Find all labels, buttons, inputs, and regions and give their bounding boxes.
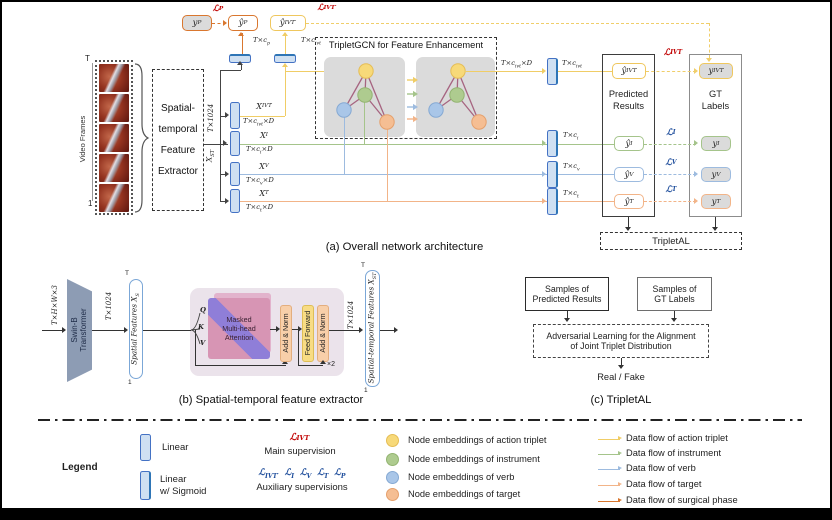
gt-v-chip: y V (701, 167, 731, 182)
samples-predicted-box: Samples of Predicted Results (525, 277, 609, 311)
tcivt-out-dim: $T\times c_{ivt}$ (562, 59, 582, 70)
legend-node-triplet-icon (386, 434, 399, 447)
arrowhead (320, 360, 326, 364)
film-one-label: 1 (88, 199, 93, 208)
loss-p-label: ℒ P (212, 4, 224, 14)
gcn-out-dim: $T\times c_{ivt}\times D$ (501, 59, 533, 70)
tct-dim: $T\times c_t$ (563, 189, 579, 200)
arrowhead (282, 32, 288, 36)
add-norm-2-label: Add & Norm (318, 313, 328, 353)
legend-flow-instrument: Data flow of instrument (626, 448, 722, 458)
labels-label: Labels (701, 101, 730, 111)
arrowhead (618, 498, 624, 502)
legend-node-target: Node embeddings of target (408, 489, 521, 499)
caption-b: (b) Spatial-temporal feature extractor (178, 394, 364, 406)
linear-v (230, 162, 240, 186)
extractor-line: Feature (160, 145, 196, 156)
pred-phase-chip: ŷ P (228, 15, 258, 31)
arrowhead (618, 466, 624, 470)
line (143, 330, 191, 331)
legend-node-instrument-icon (386, 453, 399, 466)
spatial-features-label: Spatial Features $X_S$ (129, 293, 141, 365)
gt-ivt-chip: y IVT (699, 63, 733, 79)
gt-phase-chip: y P (182, 15, 212, 31)
one-label: 1 (128, 379, 132, 386)
video-frame (99, 154, 129, 182)
masked-attention-box: Masked Multi-head Attention (208, 298, 270, 359)
arrowhead (564, 318, 570, 322)
ivtprime-loss-dash-h (306, 23, 709, 24)
tripletgcn-title: TripletGCN for Feature Enhancement (328, 40, 484, 50)
t-label: T (125, 270, 129, 277)
caption-a: (a) Overall network architecture (325, 241, 484, 253)
feature-bus-line (220, 70, 221, 202)
legend-title: Legend (62, 462, 98, 473)
st-features-label: Spatial-temporal Features $X_{ST}$ (366, 272, 378, 384)
tci-dim: $T\times c_i$ (563, 131, 579, 142)
pred-t-chip: ŷ T (614, 194, 644, 209)
tcv-dim: $T\times c_v$ (563, 161, 580, 172)
legend-separator (38, 419, 802, 421)
real-fake-label: Real / Fake (597, 372, 645, 382)
linear-sigmoid-i (547, 130, 558, 157)
arrowhead (225, 112, 229, 118)
arrowhead (694, 68, 698, 74)
legend-flow-triplet-icon (598, 439, 620, 440)
legend-node-instrument: Node embeddings of instrument (408, 454, 540, 464)
pred-ivtprime-chip: ŷ IVT′ (270, 15, 306, 31)
arrowhead (618, 451, 624, 455)
xt-label: X T (259, 189, 269, 198)
results-label: Results (612, 101, 644, 111)
v-feat-line (240, 174, 547, 175)
legend-flow-verb-icon (598, 469, 620, 470)
arrowhead (694, 171, 698, 177)
lt-dash (644, 201, 696, 202)
caption-c: (c) TripletAL (590, 394, 652, 406)
video-frame (99, 184, 129, 212)
tcivt-dim-label: $T\times c_{ivt}$ (301, 36, 321, 47)
linear-sigmoid-t (547, 188, 558, 215)
arrowhead (542, 140, 546, 146)
arrowhead (712, 227, 718, 231)
pred-v-chip: ŷ V (614, 167, 644, 182)
arrowhead (625, 227, 631, 231)
linear-sigmoid-ivt (547, 58, 558, 85)
pred-i-chip: ŷ I (614, 136, 644, 151)
xv-label: X V (259, 162, 269, 171)
t1024-label: T×1024 (207, 103, 216, 133)
gt-label: GT (709, 89, 722, 99)
phase-up-line (242, 33, 243, 54)
b-in-dim: T×H×W×3 (51, 284, 60, 326)
legend-main-loss: ℒ IVT (289, 432, 310, 443)
legend-node-verb: Node embeddings of verb (408, 472, 515, 482)
legend-node-target-icon (386, 488, 399, 501)
ivt-branch-line (285, 67, 286, 116)
line (329, 330, 360, 331)
brace (132, 62, 150, 214)
loss-ivtprime-label: ℒ IVT′ (317, 3, 337, 13)
pred-ivt-chip: ŷ IVT (612, 63, 646, 79)
line (92, 330, 125, 331)
spatial-temporal-extractor-box (152, 69, 204, 211)
extractor-line: temporal (158, 124, 198, 135)
legend-node-triplet: Node embeddings of action triplet (408, 435, 547, 445)
arrowhead (225, 171, 229, 177)
one-label: 1 (364, 387, 368, 394)
gcn-graph (315, 37, 497, 139)
film-t-label: T (85, 54, 90, 63)
t-feat-line (240, 201, 547, 202)
arrowhead (282, 63, 288, 67)
loss-i-label: ℒ I (666, 128, 676, 138)
arrowhead (238, 32, 244, 36)
linear-sigmoid-v (547, 161, 558, 188)
legend-flow-instrument-icon (598, 454, 620, 455)
legend-node-verb-icon (386, 471, 399, 484)
residual-2-v (298, 330, 299, 365)
arrowhead (223, 20, 227, 26)
video-frame (99, 94, 129, 122)
legend-main-label: Main supervision (264, 446, 336, 457)
add-norm-1-label: Add & Norm (281, 313, 291, 353)
linear-ivt (230, 102, 240, 129)
phase-feed-line (220, 70, 241, 71)
gcn-out-yellow (465, 71, 543, 72)
xst-label: $X_{ST}$ (204, 149, 216, 163)
legend-flow-phase: Data flow of surgical phase (626, 495, 738, 505)
video-frames-label: Video Frames (77, 115, 87, 163)
ivtprime-loss-dash-v (709, 23, 710, 58)
extractor-line: Spatial- (161, 103, 195, 114)
k-label: K (198, 323, 204, 331)
loss-ivt-label: ℒ IVT (663, 48, 683, 58)
predicted-label: Predicted (608, 89, 649, 99)
lv-dash (644, 174, 696, 175)
b-out-line (380, 330, 395, 331)
gt-i-chip: y I (701, 136, 731, 151)
linear-sigmoid-ivtprime (274, 54, 296, 63)
adversarial-box: Adversarial Learning for the Alignment of Joint Triplet Distribution (533, 324, 709, 358)
li-dash (644, 144, 696, 145)
arrowhead (542, 198, 546, 204)
i-feat-line (240, 144, 547, 145)
arrowhead (671, 318, 677, 322)
residual-1-h (195, 365, 286, 366)
legend-linear-sig-label-1: Linear (160, 474, 187, 485)
legend-linear-label: Linear (162, 442, 189, 453)
tripletal-box: TripletAL (600, 232, 742, 250)
xi-label: X I (260, 131, 268, 140)
legend-aux-label: Auxiliary supervisions (256, 482, 348, 493)
ivtprime-up-line (285, 33, 286, 54)
extractor-line: Extractor (157, 166, 198, 177)
legend-flow-phase-icon (598, 501, 620, 502)
times-2-label: ×2 (327, 361, 335, 368)
video-frame (99, 64, 129, 92)
legend-linear-sigmoid-icon (140, 471, 151, 500)
tcp-dim-label: $T\times c_p$ (253, 36, 270, 47)
arrowhead (62, 327, 66, 333)
legend-flow-verb: Data flow of verb (626, 463, 696, 473)
arrowhead (237, 61, 243, 65)
arrowhead (542, 171, 546, 177)
arrowhead (618, 365, 624, 369)
arrowhead (618, 436, 624, 440)
legend-aux-losses: ℒ$_{IVT'}$ ℒ$_I$ ℒ$_V$ ℒ$_T$ ℒ$_P$ (258, 468, 346, 480)
arrowhead (694, 198, 698, 204)
xivt-label: X IVT (256, 102, 272, 111)
linear-i (230, 131, 240, 156)
loss-v-label: ℒ V (665, 158, 677, 168)
b-t1024-out-label: T×1024 (347, 300, 356, 330)
video-frame (99, 124, 129, 152)
arrowhead (694, 140, 698, 146)
b-t1024-label: T×1024 (105, 291, 114, 321)
t-label: T (361, 262, 365, 269)
legend-flow-target: Data flow of target (626, 479, 702, 489)
samples-gt-box: Samples of GT Labels (637, 277, 712, 311)
arrowhead (225, 198, 229, 204)
linear-t (230, 189, 240, 213)
xi-dim: $T\times c_i\times D$ (246, 145, 273, 156)
arrowhead (542, 68, 546, 74)
feed-forward-label: Feed Forward (303, 310, 313, 356)
xivt-dim: $T\times c_{ivt}\times D$ (243, 117, 275, 128)
legend-flow-target-icon (598, 485, 620, 486)
arrowhead (618, 482, 624, 486)
q-label: Q (200, 306, 206, 314)
residual-2-h (298, 365, 323, 366)
xt-dim: $T\times c_t\times D$ (246, 202, 274, 213)
legend-flow-triplet: Data flow of action triplet (626, 433, 728, 443)
xv-dim: $T\times c_v\times D$ (246, 175, 274, 186)
arrowhead (124, 327, 128, 333)
loss-t-label: ℒ T (665, 185, 677, 195)
legend-linear-icon (140, 434, 151, 461)
arrowhead (394, 327, 398, 333)
arrowhead (359, 327, 363, 333)
bottom-bar (2, 508, 832, 520)
swin-label: Swin-B Transformer (70, 308, 88, 352)
phase-feed-line-v (241, 65, 242, 70)
gt-t-chip: y T (701, 194, 731, 209)
film-axis-line (92, 63, 93, 201)
livt-dash (646, 71, 696, 72)
legend-linear-sig-label-2: w/ Sigmoid (160, 486, 207, 497)
v-label: V (200, 339, 206, 347)
arrowhead (223, 140, 227, 146)
